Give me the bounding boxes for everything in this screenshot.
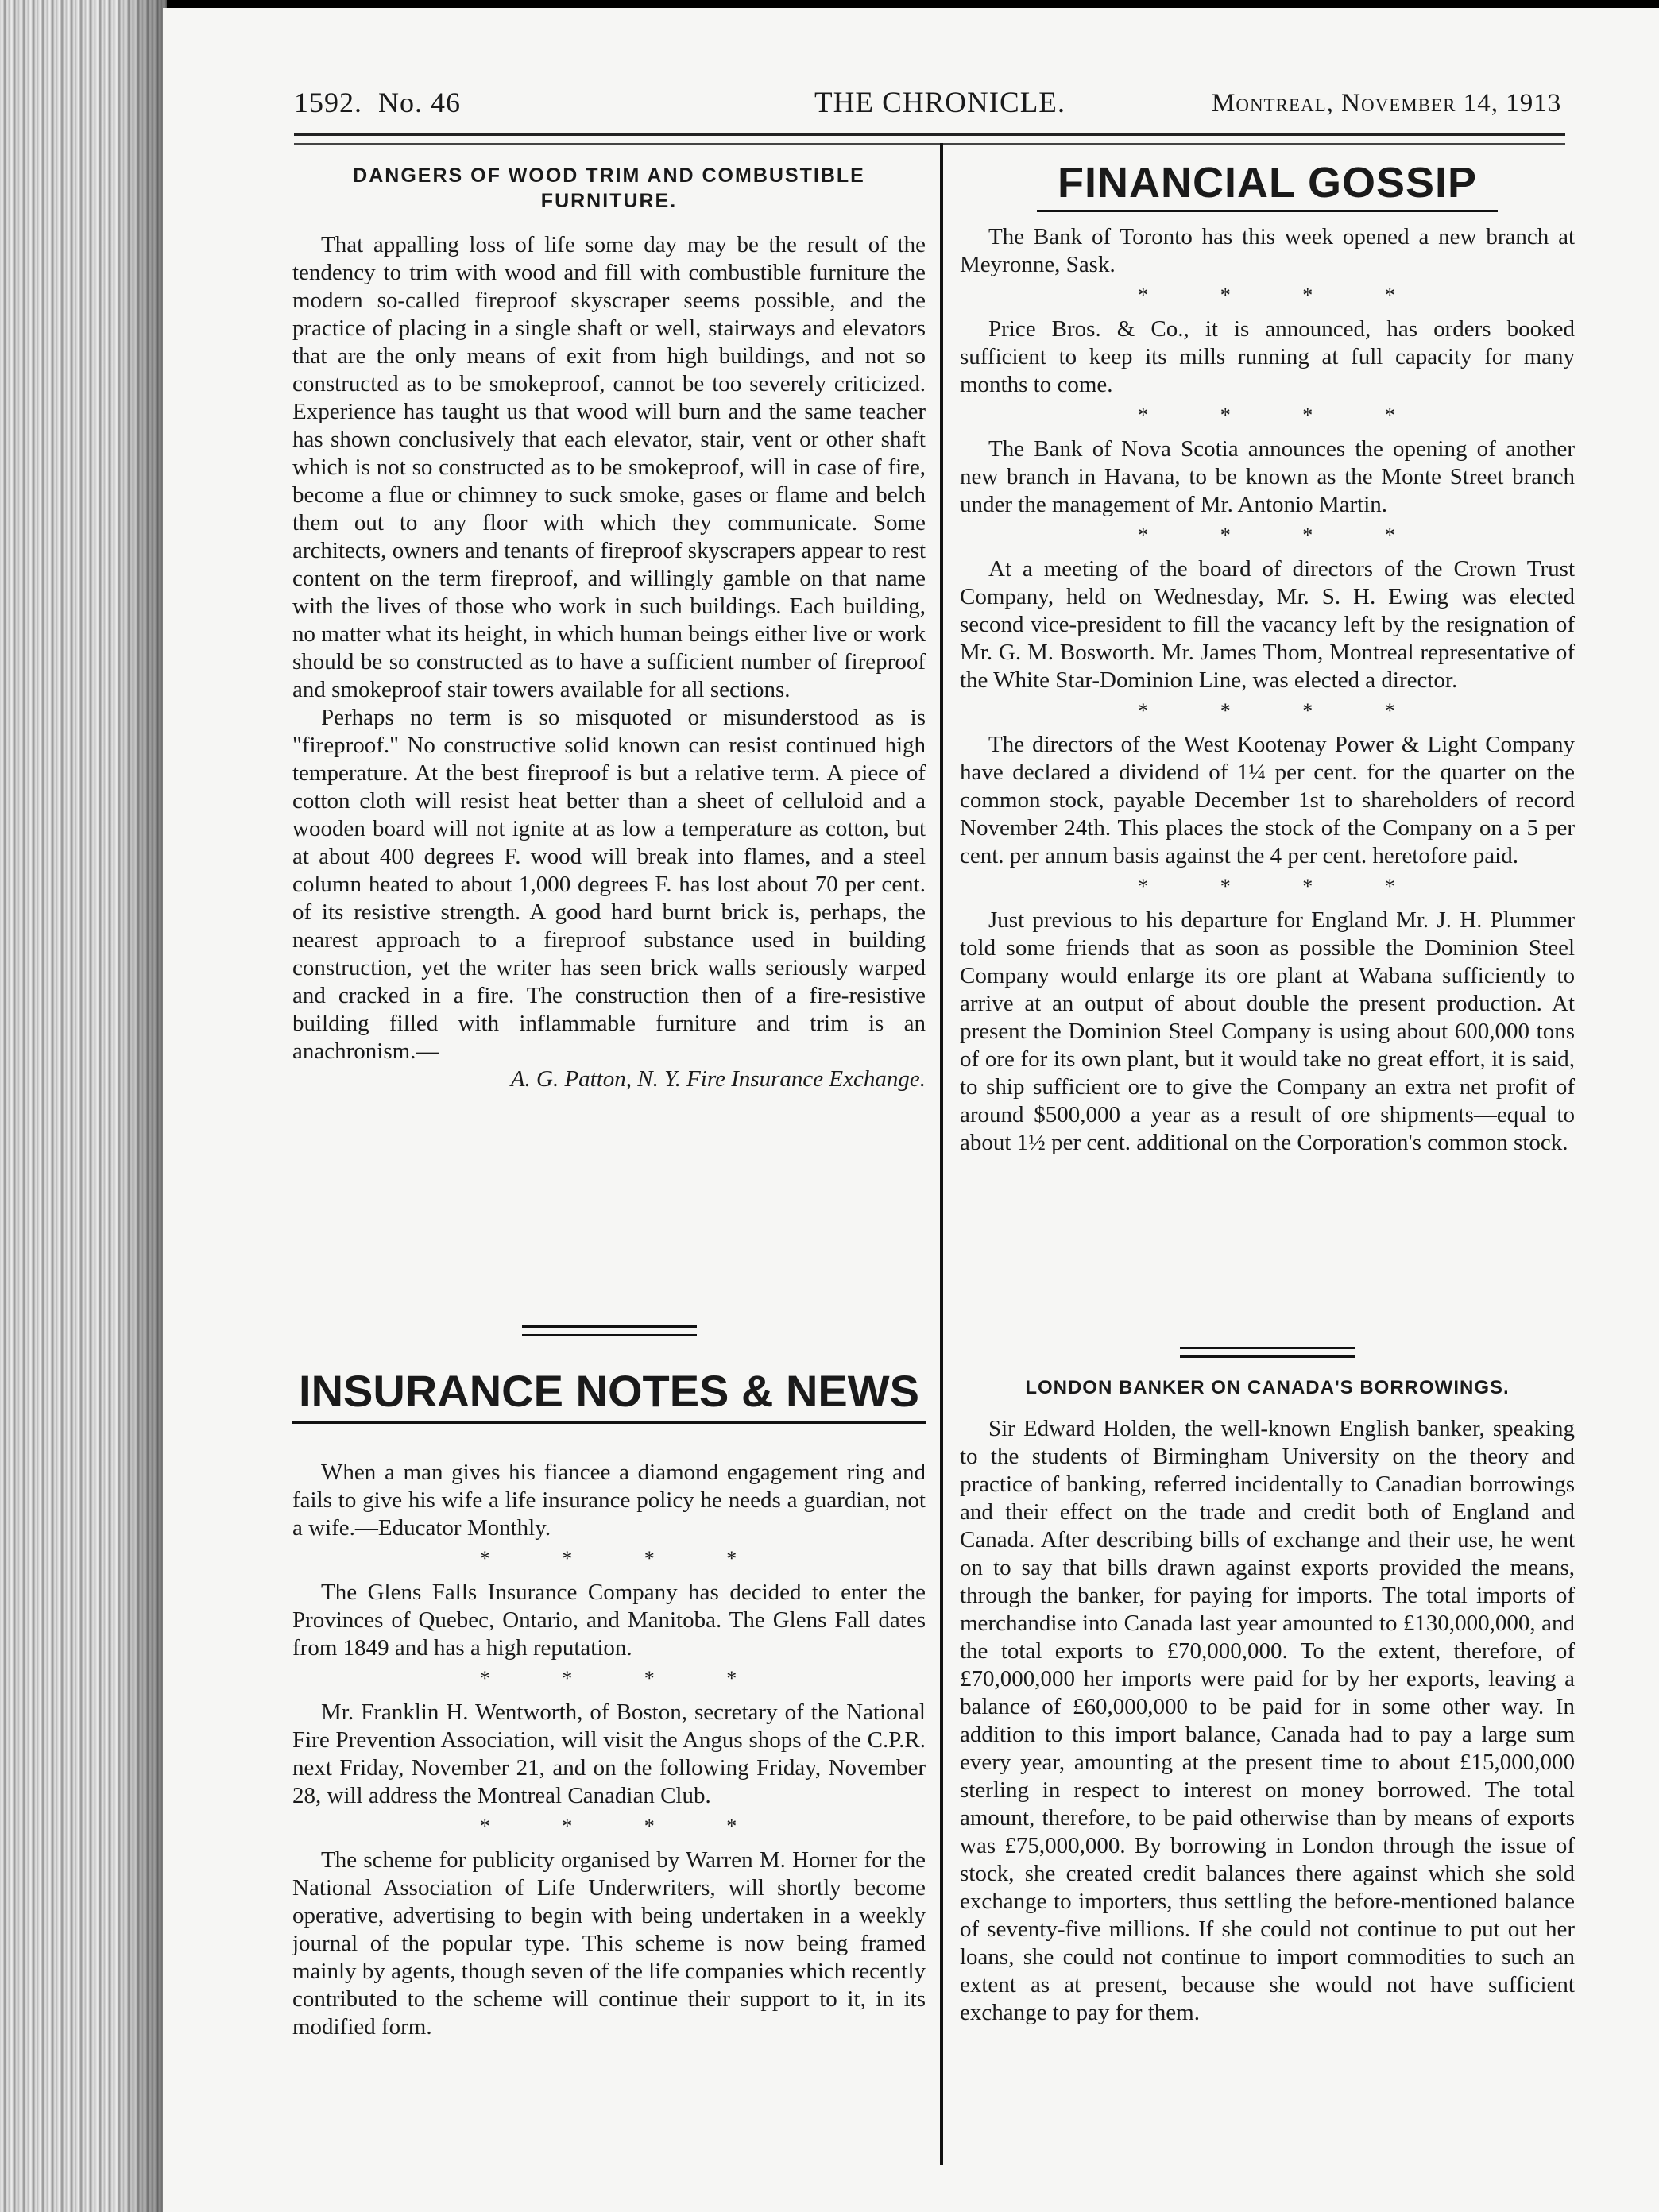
issue-number: No. 46 bbox=[378, 87, 461, 118]
article-signature: A. G. Patton, N. Y. Fire Insurance Exchange. bbox=[510, 1066, 926, 1092]
title-underline bbox=[292, 1421, 926, 1427]
article-paragraph: That appalling loss of life some day may be the result of the tendency to trim with wood and fill with combustible furniture the modern so-called fireproof skyscraper seems possible, and the practice of placing in a single shaft or well, stairways and elevators that are the only means of exit from high buildings, and not so constructed as to be smokeproof, cannot be too severely criticized. Experience has taught us that wood will burn and the same teacher has shown conclusively that each elevator, stair, vent or other shaft which is not so constructed as to be smokeproof, will in case of fire, become a flue or chimney to suck smoke, gases or flame and belch them out to any floor with which they communicate. Some architects, owners and tenants of fireproof skyscrapers appear to rest content on the term fireproof, and willingly gamble on that name with the lives of those who work in such buildings. Each building, no matter what its height, in which human beings either live or work should be so constructed as to have a sufficient number of fireproof and smokeproof stair towers available for all sections. bbox=[292, 232, 926, 702]
note-paragraph: The scheme for publicity organised by Warren M. Horner for the National Association of Life Underwriters, will shortly become operative, advertising to begin with being undertaken in a weekly journal of the popular type. This scheme is now being framed mainly by agents, though seven of the life companies which recently contributed to the scheme will continue their support to it, in its modified form. bbox=[292, 1847, 926, 2040]
column-divider bbox=[940, 143, 943, 2165]
running-header bbox=[294, 79, 1565, 127]
stars-separator: * * * * bbox=[1138, 699, 1429, 722]
section-financial-gossip bbox=[960, 157, 1575, 1157]
note-paragraph: The Glens Falls Insurance Company has decided to enter the Provinces of Quebec, Ontario, and Manitoba. The Glens Fall dates from 1849 and has a high reputation. bbox=[292, 1580, 926, 1661]
article-paragraph: Sir Edward Holden, the well-known English banker, speaking to the students of Birmingham University on the theory and practice of banking, referred incidentally to Canadian borrowings and their effect on the trade and credit both of England and Canada. After describing bills of exchange and their use, he went on to say that bills drawn against exports provided the means, through the banker, for paying for imports. The total imports of merchandise into Canada last year amounted to £130,000,000, and the total exports to £70,000,000. To the extent, therefore, of £70,000,000 her imports were paid for by her exports, leaving a balance of £60,000,000 to be paid for in some other way. In addition to this import balance, Canada had to pay a large sum every year, amounting at the present time to about £15,000,000 sterling in respect to interest on money borrowed. The total amount, therefore, to be paid otherwise than by means of exports was £75,000,000. By borrowing in London through the issue of stock, she created credit balances there against which she sold exchange to importers, thus settling the before-mentioned balance of seventy-five millions. If she could not continue to put out her loans, she could not continue to import commodities to such an extent as at present, because she would not have sufficient exchange to pay for them. bbox=[960, 1416, 1575, 2025]
gossip-paragraph: The Bank of Toronto has this week opened a new branch at Meyronne, Sask. bbox=[960, 224, 1575, 277]
gossip-paragraph: At a meeting of the board of directors of the Crown Trust Company, held on Wednesday, Mr. S. H. Ewing was elected second vice-president to fill the vacancy left by the resignation of Mr. G. M. Bosworth. Mr. James Thom, Montreal representative of the White Star-Dominion Line, was elected a director. bbox=[960, 556, 1575, 693]
publication-title: THE CHRONICLE. bbox=[814, 87, 1066, 119]
stars-separator: * * * * bbox=[1138, 404, 1429, 427]
gossip-paragraph: Price Bros. & Co., it is announced, has orders booked sufficient to keep its mills running at full capacity for many months to come. bbox=[960, 316, 1575, 397]
note-paragraph: Mr. Franklin H. Wentworth, of Boston, secretary of the National Fire Prevention Association, will visit the Angus shops of the C.P.R. next Friday, November 21, and on the following Friday, November 28, will address the Montreal Canadian Club. bbox=[292, 1700, 926, 1808]
stars-separator: * * * * bbox=[1138, 524, 1429, 547]
stars-separator: * * * * bbox=[1138, 875, 1429, 898]
header-rule bbox=[294, 133, 1565, 145]
gossip-paragraph: The Bank of Nova Scotia announces the opening of another new branch in Havana, to be known as the Monte Street branch under the management of Mr. Antonio Martin. bbox=[960, 436, 1575, 517]
article-wood-trim bbox=[292, 163, 926, 1093]
section-title: FINANCIAL GOSSIP bbox=[1057, 159, 1478, 207]
section-rule bbox=[522, 1325, 697, 1336]
section-title: INSURANCE NOTES & NEWS bbox=[299, 1366, 919, 1416]
article-london-banker bbox=[960, 1347, 1575, 2027]
stars-separator: * * * * bbox=[1138, 284, 1429, 307]
stars-separator: * * * * bbox=[479, 1667, 771, 1690]
stars-separator: * * * * bbox=[479, 1815, 771, 1838]
issue-date: Montreal, November 14, 1913 bbox=[1212, 89, 1562, 118]
spine-shadow bbox=[119, 0, 167, 2212]
note-paragraph: When a man gives his fiancee a diamond engagement ring and fails to give his wife a life insurance policy he needs a guardian, not a wife.—Educator Monthly. bbox=[292, 1460, 926, 1541]
article-paragraph: Perhaps no term is so misquoted or misunderstood as is "fireproof." No constructive solid known can resist continued high temperature. At the best fireproof is but a relative term. A piece of cotton cloth will resist heat better than a sheet of celluloid and a wooden board will not ignite at as low a temperature as cotton, but at about 400 degrees F. wood will break into flames, and a steel column heated to about 1,000 degrees F. has lost about 70 per cent. of its resistive strength. A good hard burnt brick is, perhaps, the nearest approach to a fireproof substance used in building construction, yet the writer has seen brick walls seriously warped and cracked in a fire. The construction then of a fire-resistive building filled with inflammable furniture and trim is an anachronism.— bbox=[292, 705, 926, 1064]
article-title: LONDON BANKER ON CANADA'S BORROWINGS. bbox=[1025, 1377, 1510, 1398]
gossip-paragraph: The directors of the West Kootenay Power & Light Company have declared a dividend of 1¼ per cent. for the quarter on the common stock, payable December 1st to shareholders of record November 24th. This places the stock of the Company on a 5 per cent. per annum basis against the 4 per cent. heretofore paid. bbox=[960, 732, 1575, 868]
section-rule bbox=[1180, 1347, 1355, 1358]
stars-separator: * * * * bbox=[479, 1547, 771, 1570]
page-number: 1592. No. 46 bbox=[294, 87, 461, 118]
section-insurance-notes bbox=[292, 1325, 926, 2041]
gossip-paragraph: Just previous to his departure for England Mr. J. H. Plummer told some friends that as soon as possible the Dominion Steel Company would enlarge its ore plant at Wabana sufficiently to arrive at an output of about double the present production. At present the Dominion Steel Company is using about 600,000 tons of ore for its own plant, but it would take no great effort, it is said, to ship sufficient ore to give the Company an extra net profit of around $500,000 a year as a result of ore shipments—equal to about 1½ per cent. additional on the Corporation's common stock. bbox=[960, 907, 1575, 1155]
article-title: DANGERS OF WOOD TRIM AND COMBUSTIBLE FURNITURE. bbox=[353, 164, 865, 212]
